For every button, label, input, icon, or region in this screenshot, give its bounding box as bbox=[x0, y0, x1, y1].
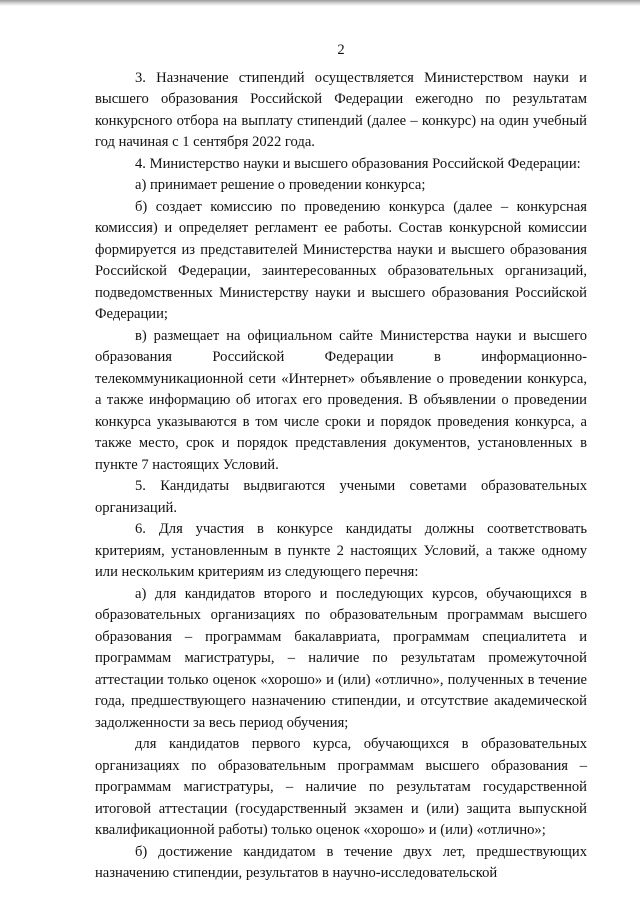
paragraph-4b: б) создает комиссию по проведению конкурса (далее – конкурсная комиссия) и определяет регламент ее работы. Состав конкурсной комиссии формируется из представителей Министерства науки и высшего образования Российской Федерации, заинтересованных образовательных организаций, подведомственных Министерству науки и высшего образования Российской Федерации; bbox=[95, 198, 587, 322]
paragraph-4a: а) принимает решение о проведении конкурса; bbox=[135, 177, 426, 193]
paragraph-4: 4. Министерство науки и высшего образования Российской Федерации: bbox=[135, 155, 581, 172]
paragraph-6a: а) для кандидатов второго и последующих курсов, обучающихся в образовательных организациях по образовательным программам высшего образования – программам бакалавриата, программам специалитета и программам магистратуры, – наличие по результатам промежуточной аттестации только оценок «хорошо» и (или) «отлично», полученных в течение года, предшествующего назначению стипендии, и отсутствие академической задолженности за весь период обучения; bbox=[95, 585, 587, 731]
document-page bbox=[95, 40, 587, 885]
page-number: 2 bbox=[337, 42, 345, 58]
paragraph-6: 6. Для участия в конкурсе кандидаты должны соответствовать критериям, установленным в пункте 2 настоящих Условий, а также одному или нескольким критериям из следующего перечня: bbox=[95, 521, 587, 580]
paragraph-3: 3. Назначение стипендий осуществляется Министерством науки и высшего образования Российской Федерации ежегодно по результатам конкурсного отбора на выплату стипендий (далее – конкурс) на один учебный год начиная с 1 сентября 2022 года. bbox=[95, 69, 587, 150]
scan-top-edge bbox=[0, 0, 640, 6]
paragraph-5: 5. Кандидаты выдвигаются учеными советами образовательных организаций. bbox=[95, 478, 587, 516]
paragraph-4c: в) размещает на официальном сайте Министерства науки и высшего образования Российской Федерации в информационно-телекоммуникационной сети «Интернет» объявление о проведении конкурса, а также информацию об итогах его проведения. В объявлении о проведении конкурса указываются в том числе сроки и порядок проведения конкурса, а также место, срок и порядок представления документов, установленных в пункте 7 настоящих Условий. bbox=[95, 327, 587, 473]
paragraph-6b: б) достижение кандидатом в течение двух лет, предшествующих назначению стипендии, результатов в научно-исследовательской bbox=[95, 843, 587, 881]
paragraph-6a-first-course: для кандидатов первого курса, обучающихся в образовательных организациях по образовательным программам высшего образования – программам магистратуры, – наличие по результатам государственной итоговой аттестации (государственный экзамен и (или) защита выпускной квалификационной работы) только оценок «хорошо» и (или) «отлично»; bbox=[95, 736, 587, 838]
